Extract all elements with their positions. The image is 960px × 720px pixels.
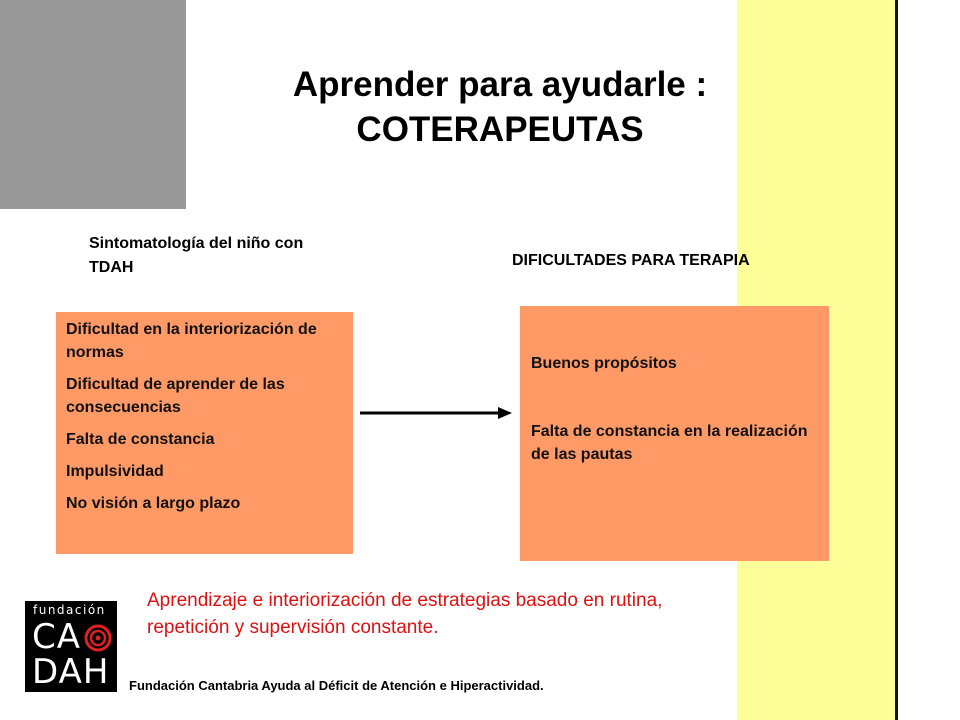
fundacion-cadah-logo [25, 601, 117, 692]
strategy-note: Aprendizaje e interiorización de estrategias basado en rutina, repetición y supervisión constante. [147, 590, 663, 638]
logo-text-fundacion: fundación [33, 603, 106, 617]
title-line-1: Aprender para ayudarle : [292, 65, 708, 104]
right-column-heading: DIFICULTADES PARA TERAPIA [512, 252, 750, 269]
symptom-item: No visión a largo plazo [66, 495, 241, 512]
symptom-item: Dificultad de aprender de las consecuencias [66, 376, 285, 416]
left-column-heading: Sintomatología del niño con TDAH [89, 235, 304, 276]
title-line-2: COTERAPEUTAS [356, 110, 644, 149]
vertical-divider-line [895, 0, 898, 720]
difficulty-item: Falta de constancia en la realización de las pautas [531, 423, 808, 463]
slide-title [200, 62, 800, 152]
logo-text-dah: DAH [32, 652, 110, 692]
footer-foundation-name: Fundación Cantabria Ayuda al Déficit de Atención e Hiperactividad. [129, 678, 544, 693]
logo-text-ca: CA [32, 617, 81, 657]
gray-decorative-block [0, 0, 186, 209]
symptom-item: Falta de constancia [66, 431, 215, 448]
spiral-icon [83, 623, 113, 653]
therapy-difficulties-box [520, 306, 829, 561]
symptom-item: Impulsividad [66, 463, 164, 480]
right-arrow-icon [358, 402, 518, 424]
symptom-item: Dificultad en la interiorización de normas [66, 321, 317, 361]
symptoms-box [56, 312, 353, 554]
difficulty-item: Buenos propósitos [531, 355, 677, 372]
